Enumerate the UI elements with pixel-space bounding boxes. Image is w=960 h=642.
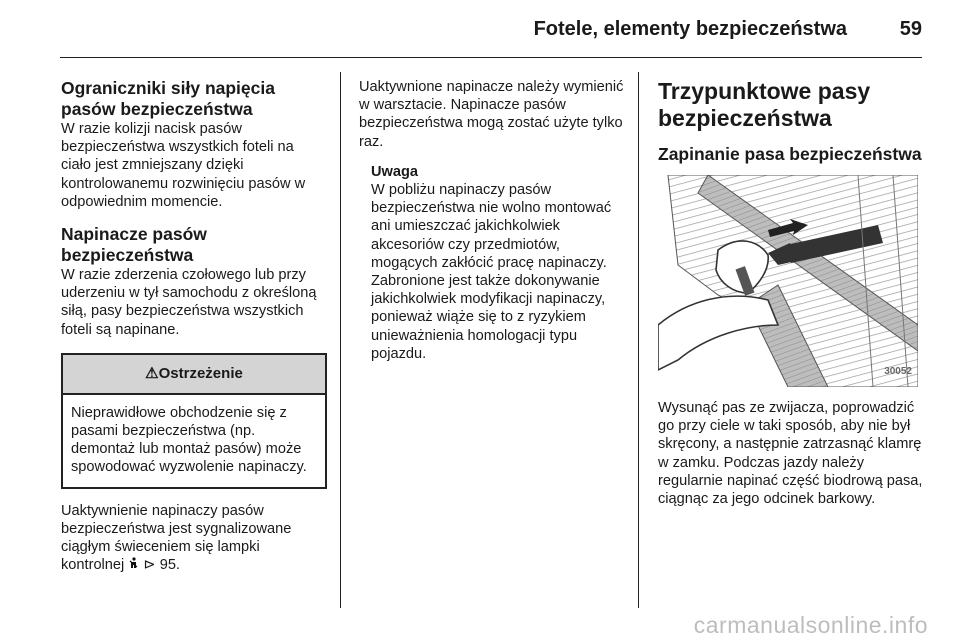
- note-text: W pobliżu napinaczy pasów bezpieczeństwa nie wolno montować ani umieszczać jakichkolwiek akcesoriów czy przedmiotów, mogących zakłócić pracę napinaczy. Zabronione jest także dokonywanie jakichkolwiek modyfikacji napinaczy, ponieważ wiąże się to z ryzykiem unieważnienia homologacji typu pojazdu.: [371, 182, 612, 362]
- note-title: Uwaga: [371, 163, 419, 180]
- warning-title: Ostrzeżenie: [158, 364, 243, 382]
- activation-text: Uaktywnienie napinaczy pasów bezpieczeństwa jest sygnalizowane ciągłym świeceniem się lampki kontrolnej: [61, 502, 292, 574]
- warning-icon: ⚠: [145, 364, 159, 382]
- seatbelt-drawing: [658, 175, 918, 387]
- column-divider-1: [340, 72, 341, 608]
- column-1: [61, 78, 327, 574]
- header-rule: [60, 57, 922, 58]
- seatbelt-illustration: [658, 175, 918, 387]
- warning-header: [63, 355, 325, 395]
- page-reference-icon: ⊳: [143, 557, 156, 574]
- warning-text: Nieprawidłowe obchodzenie się z pasami bezpieczeństwa (np. demontaż lub montaż pasów) może spowodować wyzwolenie napinaczy.: [71, 404, 307, 476]
- page-reference: 95.: [159, 557, 180, 574]
- note-block: [359, 163, 625, 363]
- paragraph-replacement: Uaktywnione napinacze należy wymienić w warsztacie. Napinacze pasów bezpieczeństwa mogą zostać użyte tylko raz.: [359, 79, 624, 150]
- warning-box: [61, 353, 327, 489]
- paragraph-pretensioners: W razie zderzenia czołowego lub przy uderzeniu w tył samochodu z określoną siłą, pasy bezpieczeństwa wszystkich foteli są napinane.: [61, 267, 317, 338]
- heading-three-point-belts: Trzypunktowe pasy bezpieczeństwa: [658, 78, 871, 131]
- column-2: [359, 78, 625, 363]
- paragraph-load-limiters: W razie kolizji nacisk pasów bezpieczeństwa wszystkich foteli na ciało jest zmniejszany dzięki kontrolowanemu rozwinięciu pasów w odpowiednim momencie.: [61, 121, 306, 210]
- column-3: [658, 78, 930, 508]
- paragraph-instructions: Wysunąć pas ze zwijacza, poprowadzić go przy ciele w taki sposób, aby nie był skręcony, a następnie zatrzasnąć klamrę w zamku. Podczas jazdy należy regularnie napinać część biodrową pasa, ciągnąc za jego odcinek barkowy.: [658, 400, 923, 508]
- page-number: 59: [899, 18, 922, 40]
- figure-id: 30052: [884, 365, 912, 377]
- heading-fastening-belt: Zapinanie pasa bezpieczeństwa: [658, 144, 922, 164]
- column-divider-2: [638, 72, 639, 608]
- watermark: carmanualsonline.info: [693, 612, 928, 638]
- running-header-title: Fotele, elementy bezpieczeństwa: [533, 18, 847, 40]
- paragraph-activation: [61, 502, 327, 575]
- heading-pretensioners: Napinacze pasów bezpieczeństwa: [61, 224, 207, 266]
- heading-load-limiters: Ograniczniki siły napięcia pasów bezpieczeństwa: [61, 78, 275, 119]
- seatbelt-warning-lamp-icon: [128, 557, 139, 573]
